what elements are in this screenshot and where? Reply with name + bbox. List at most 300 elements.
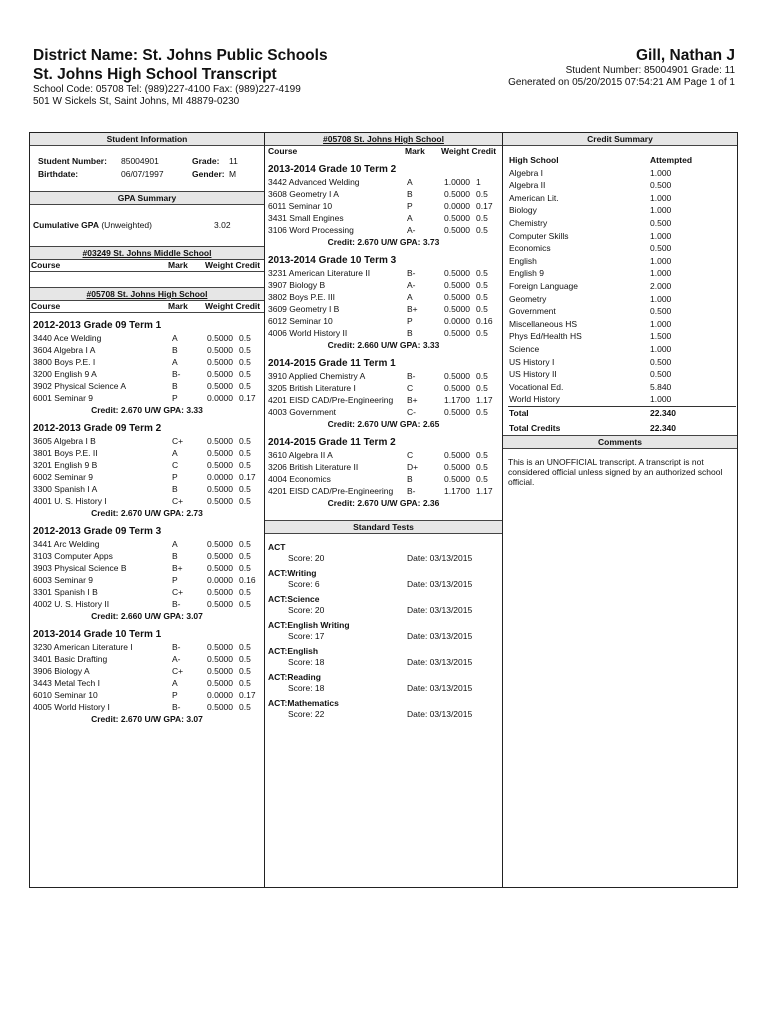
course-credit: 0.5 xyxy=(239,702,251,712)
course-weight: 0.5000 xyxy=(207,357,233,367)
course-mark: C- xyxy=(407,407,416,417)
credit-attempted: 0.500 xyxy=(650,369,672,380)
course-row xyxy=(30,435,264,447)
course-mark: B- xyxy=(172,369,181,379)
course-weight: 0.5000 xyxy=(207,654,233,664)
course-row xyxy=(30,562,264,574)
gpa-label: Cumulative GPA xyxy=(33,220,99,230)
course-name: 3231 American Literature II xyxy=(268,268,371,278)
birthdate-value: 06/07/1997 xyxy=(121,169,164,179)
credit-subject: Phys Ed/Health HS xyxy=(509,331,582,342)
credit-attempted: 1.000 xyxy=(650,394,672,405)
course-weight: 0.5000 xyxy=(444,225,470,235)
course-mark: D+ xyxy=(407,462,419,472)
course-credit: 0.5 xyxy=(239,448,251,458)
credit-attempted: 1.000 xyxy=(650,230,672,241)
course-mark: B- xyxy=(172,702,181,712)
total-value: 22.340 xyxy=(650,407,676,418)
course-name: 3604 Algebra I A xyxy=(33,345,96,355)
course-weight: 0.5000 xyxy=(207,345,233,355)
course-weight: 0.5000 xyxy=(444,462,470,472)
course-credit: 0.5 xyxy=(239,539,251,549)
course-mark: B- xyxy=(172,599,181,609)
course-row xyxy=(30,495,264,507)
course-mark: A xyxy=(407,213,413,223)
course-name: 6002 Seminar 9 xyxy=(33,472,94,482)
course-weight: 0.5000 xyxy=(207,702,233,712)
course-name: 4005 World History I xyxy=(33,702,110,712)
course-row xyxy=(265,461,502,473)
credit-subject: Biology xyxy=(509,205,537,216)
high-school-col-headers xyxy=(265,146,502,157)
credit-subject: Science xyxy=(509,343,540,354)
course-mark: A xyxy=(407,292,413,302)
col-weight-credit: Weight Credit xyxy=(205,301,261,311)
district-name: District Name: St. Johns Public Schools xyxy=(33,47,328,64)
course-weight: 0.5000 xyxy=(207,599,233,609)
transcript-title: St. Johns High School Transcript xyxy=(33,66,277,83)
school-address: 501 W Sickels St, Saint Johns, MI 48879-0230 xyxy=(33,96,240,107)
col-weight-credit: Weight Credit xyxy=(205,260,261,270)
term-title: 2014-2015 Grade 11 Term 1 xyxy=(268,358,396,369)
course-credit: 0.5 xyxy=(239,381,251,391)
col-mark: Mark xyxy=(168,260,188,270)
course-weight: 0.5000 xyxy=(207,448,233,458)
credit-row xyxy=(503,393,737,406)
course-weight: 0.5000 xyxy=(207,539,233,549)
course-credit: 0.5 xyxy=(239,369,251,379)
test-name: ACT xyxy=(268,542,286,552)
course-row xyxy=(30,677,264,689)
course-row xyxy=(265,327,502,339)
credit-row xyxy=(503,330,737,343)
credit-total-credits-row xyxy=(503,422,737,435)
test-name: ACT:Science xyxy=(268,594,320,604)
course-row xyxy=(30,598,264,610)
term-title: 2012-2013 Grade 09 Term 2 xyxy=(33,423,162,434)
course-mark: B- xyxy=(407,371,416,381)
course-row xyxy=(265,212,502,224)
course-mark: A xyxy=(172,333,178,343)
credit-attempted: 1.000 xyxy=(650,318,672,329)
credit-row xyxy=(503,293,737,306)
high-school-col-headers xyxy=(30,301,264,313)
course-credit: 0.16 xyxy=(476,316,493,326)
course-mark: P xyxy=(172,575,178,585)
course-mark: B xyxy=(172,484,178,494)
gender-label: Gender: xyxy=(192,169,225,179)
course-name: 3802 Boys P.E. III xyxy=(268,292,335,302)
course-row xyxy=(265,291,502,303)
standard-tests-heading: Standard Tests xyxy=(265,520,502,534)
birthdate-row xyxy=(30,168,264,181)
course-row xyxy=(265,449,502,461)
test-result xyxy=(265,605,502,616)
course-mark: C+ xyxy=(172,436,184,446)
course-credit: 0.5 xyxy=(476,383,488,393)
credit-attempted: 1.000 xyxy=(650,192,672,203)
course-row xyxy=(265,188,502,200)
course-row xyxy=(265,200,502,212)
test-name: ACT:Mathematics xyxy=(268,698,339,708)
high-school-heading: #05708 St. Johns High School xyxy=(265,133,502,146)
credit-attempted: 0.500 xyxy=(650,243,672,254)
credit-row xyxy=(503,230,737,243)
course-mark: A xyxy=(172,357,178,367)
credit-row xyxy=(503,179,737,192)
credit-row xyxy=(503,255,737,268)
course-row xyxy=(265,315,502,327)
col-course: Course xyxy=(31,301,61,311)
course-mark: C+ xyxy=(172,666,184,676)
course-credit: 1.17 xyxy=(476,486,493,496)
course-weight: 0.5000 xyxy=(207,678,233,688)
course-row xyxy=(30,392,264,404)
course-row xyxy=(30,344,264,356)
course-row xyxy=(265,303,502,315)
course-name: 3440 Ace Welding xyxy=(33,333,102,343)
credit-subject: Algebra II xyxy=(509,180,546,191)
test-score: Score: 20 xyxy=(288,605,325,615)
credit-subject: Foreign Language xyxy=(509,280,579,291)
course-credit: 0.16 xyxy=(239,575,256,585)
course-credit: 0.5 xyxy=(476,462,488,472)
credit-subject: Economics xyxy=(509,243,551,254)
course-mark: B xyxy=(407,189,413,199)
course-row xyxy=(30,447,264,459)
course-row xyxy=(265,176,502,188)
credit-row xyxy=(503,381,737,394)
course-credit: 0.5 xyxy=(476,268,488,278)
gpa-value: 3.02 xyxy=(214,220,231,230)
left-column xyxy=(30,133,265,887)
credit-attempted: 1.000 xyxy=(650,205,672,216)
course-mark: A xyxy=(407,177,413,187)
course-name: 3608 Geometry I A xyxy=(268,189,339,199)
comments-heading: Comments xyxy=(503,435,737,449)
course-name: 4003 Government xyxy=(268,407,337,417)
term-summary: Credit: 2.660 U/W GPA: 3.33 xyxy=(327,340,440,350)
course-name: 3910 Applied Chemistry A xyxy=(268,371,366,381)
course-weight: 0.5000 xyxy=(444,371,470,381)
credit-row xyxy=(503,318,737,331)
course-mark: A xyxy=(172,448,178,458)
credit-row xyxy=(503,280,737,293)
course-weight: 0.0000 xyxy=(444,316,470,326)
total-credits-label: Total Credits xyxy=(509,423,561,434)
course-row xyxy=(265,406,502,418)
course-mark: A xyxy=(172,678,178,688)
credit-total-row xyxy=(508,406,736,420)
course-mark: B xyxy=(172,551,178,561)
course-mark: C+ xyxy=(172,496,184,506)
course-name: 3609 Geometry I B xyxy=(268,304,340,314)
course-weight: 0.0000 xyxy=(207,575,233,585)
term-title: 2013-2014 Grade 10 Term 3 xyxy=(268,255,397,266)
course-credit: 0.17 xyxy=(239,690,256,700)
credit-subject: Algebra I xyxy=(509,167,544,178)
course-credit: 0.17 xyxy=(239,393,256,403)
middle-school-heading: #03249 St. Johns Middle School xyxy=(30,246,264,260)
test-entry xyxy=(265,620,502,642)
course-mark: P xyxy=(172,472,178,482)
course-credit: 0.5 xyxy=(476,292,488,302)
term-summary: Credit: 2.660 U/W GPA: 3.07 xyxy=(91,611,203,621)
test-date: Date: 03/13/2015 xyxy=(407,657,473,667)
school-contact: School Code: 05708 Tel: (989)227-4100 Fax: (989)227-4199 xyxy=(33,84,301,95)
course-name: 4001 U. S. History I xyxy=(33,496,107,506)
course-name: 3206 British Literature II xyxy=(268,462,359,472)
course-name: 6012 Seminar 10 xyxy=(268,316,333,326)
term-title: 2013-2014 Grade 10 Term 1 xyxy=(33,629,162,640)
credit-row xyxy=(503,343,737,356)
course-credit: 0.5 xyxy=(239,551,251,561)
course-row xyxy=(265,485,502,497)
course-mark: C+ xyxy=(172,587,184,597)
credit-row xyxy=(503,242,737,255)
middle-school-col-headers xyxy=(30,260,264,272)
course-weight: 0.5000 xyxy=(444,292,470,302)
gender-value: M xyxy=(229,169,237,179)
course-weight: 1.1700 xyxy=(444,486,470,496)
course-name: 3401 Basic Drafting xyxy=(33,654,108,664)
course-name: 3442 Advanced Welding xyxy=(268,177,360,187)
term-summary: Credit: 2.670 U/W GPA: 2.36 xyxy=(327,498,440,508)
student-number-value: 85004901 xyxy=(121,156,159,166)
test-date: Date: 03/13/2015 xyxy=(407,709,473,719)
course-credit: 0.5 xyxy=(239,654,251,664)
test-entry xyxy=(265,698,502,720)
course-row xyxy=(265,279,502,291)
credit-subject: US History II xyxy=(509,369,557,380)
credit-attempted: 0.500 xyxy=(650,356,672,367)
course-mark: P xyxy=(172,393,178,403)
course-weight: 0.5000 xyxy=(207,381,233,391)
course-credit: 0.5 xyxy=(476,407,488,417)
course-credit: 0.5 xyxy=(239,666,251,676)
course-weight: 0.5000 xyxy=(207,666,233,676)
course-mark: P xyxy=(172,690,178,700)
course-credit: 0.5 xyxy=(476,225,488,235)
total-label: Total xyxy=(509,407,529,418)
credit-subject: Geometry xyxy=(509,293,547,304)
course-name: 3201 English 9 B xyxy=(33,460,98,470)
term-summary: Credit: 2.670 U/W GPA: 3.07 xyxy=(91,714,203,724)
course-weight: 0.5000 xyxy=(444,213,470,223)
course-row xyxy=(30,380,264,392)
course-credit: 0.5 xyxy=(239,642,251,652)
test-result xyxy=(265,631,502,642)
course-name: 3301 Spanish I B xyxy=(33,587,98,597)
student-info-heading: Student Information xyxy=(30,133,264,146)
course-mark: B+ xyxy=(172,563,183,573)
course-mark: B+ xyxy=(407,395,418,405)
course-credit: 0.5 xyxy=(239,563,251,573)
term-summary: Credit: 2.670 U/W GPA: 3.33 xyxy=(91,405,203,415)
credit-subject: World History xyxy=(509,394,560,405)
test-name: ACT:English Writing xyxy=(268,620,350,630)
test-score: Score: 17 xyxy=(288,631,325,641)
course-weight: 0.5000 xyxy=(444,280,470,290)
course-name: 3103 Computer Apps xyxy=(33,551,113,561)
course-weight: 0.5000 xyxy=(444,328,470,338)
test-date: Date: 03/13/2015 xyxy=(407,631,473,641)
course-weight: 0.5000 xyxy=(444,304,470,314)
course-mark: B xyxy=(407,328,413,338)
course-row xyxy=(265,394,502,406)
course-credit: 0.5 xyxy=(476,280,488,290)
term-title: 2014-2015 Grade 11 Term 2 xyxy=(268,437,396,448)
course-name: 4201 EISD CAD/Pre-Engineering xyxy=(268,486,394,496)
student-header xyxy=(508,46,735,89)
col-course: Course xyxy=(31,260,61,270)
course-mark: B- xyxy=(407,486,416,496)
course-weight: 1.0000 xyxy=(444,177,470,187)
credit-attempted: 5.840 xyxy=(650,381,672,392)
course-name: 6001 Seminar 9 xyxy=(33,393,94,403)
course-name: 4004 Economics xyxy=(268,474,331,484)
test-score: Score: 20 xyxy=(288,553,325,563)
course-name: 3230 American Literature I xyxy=(33,642,133,652)
course-name: 3300 Spanish I A xyxy=(33,484,98,494)
course-row xyxy=(30,483,264,495)
course-weight: 0.0000 xyxy=(444,201,470,211)
gpa-heading: GPA Summary xyxy=(30,191,264,205)
course-weight: 0.5000 xyxy=(207,484,233,494)
course-row xyxy=(265,473,502,485)
credit-row xyxy=(503,167,737,180)
course-credit: 0.5 xyxy=(239,484,251,494)
course-credit: 0.5 xyxy=(239,587,251,597)
course-weight: 0.5000 xyxy=(444,383,470,393)
course-row xyxy=(30,459,264,471)
credit-summary-heading: Credit Summary xyxy=(503,133,737,146)
test-entry xyxy=(265,542,502,564)
credit-subject: Vocational Ed. xyxy=(509,381,564,392)
course-name: 3903 Physical Science B xyxy=(33,563,127,573)
test-score: Score: 18 xyxy=(288,683,325,693)
student-number-label: Student Number: xyxy=(38,156,107,166)
credit-attempted: 0.500 xyxy=(650,180,672,191)
course-row xyxy=(30,368,264,380)
credit-subject: Government xyxy=(509,306,556,317)
course-credit: 0.5 xyxy=(239,345,251,355)
term-list xyxy=(30,319,264,725)
course-row xyxy=(265,370,502,382)
course-weight: 0.5000 xyxy=(444,450,470,460)
course-row xyxy=(30,550,264,562)
course-credit: 0.5 xyxy=(476,371,488,381)
credit-row xyxy=(503,267,737,280)
test-list xyxy=(265,542,502,720)
right-column xyxy=(503,133,737,887)
credit-attempted: 1.500 xyxy=(650,331,672,342)
course-mark: B xyxy=(407,474,413,484)
transcript-frame xyxy=(29,132,738,888)
course-credit: 1 xyxy=(476,177,481,187)
course-weight: 0.5000 xyxy=(207,460,233,470)
course-name: 3205 British Literature I xyxy=(268,383,356,393)
test-date: Date: 03/13/2015 xyxy=(407,605,473,615)
course-credit: 0.5 xyxy=(239,357,251,367)
course-credit: 0.5 xyxy=(239,333,251,343)
test-date: Date: 03/13/2015 xyxy=(407,553,473,563)
credit-summary-rows xyxy=(503,167,737,406)
col-mark: Mark xyxy=(405,146,425,156)
credit-attempted: 2.000 xyxy=(650,280,672,291)
credit-subject: English xyxy=(509,255,537,266)
test-result xyxy=(265,657,502,668)
course-row xyxy=(265,382,502,394)
credit-subject: English 9 xyxy=(509,268,544,279)
course-credit: 0.5 xyxy=(476,474,488,484)
course-credit: 0.5 xyxy=(239,460,251,470)
student-number-row xyxy=(30,155,264,168)
course-mark: P xyxy=(407,201,413,211)
col-weight-credit: Weight Credit xyxy=(441,146,497,156)
course-row xyxy=(265,224,502,236)
test-entry xyxy=(265,646,502,668)
birthdate-label: Birthdate: xyxy=(38,169,79,179)
term-summary: Credit: 2.670 U/W GPA: 2.65 xyxy=(327,419,440,429)
course-weight: 0.5000 xyxy=(207,551,233,561)
course-name: 3106 Word Processing xyxy=(268,225,354,235)
course-mark: A- xyxy=(172,654,181,664)
course-row xyxy=(30,538,264,550)
credit-row xyxy=(503,356,737,369)
course-credit: 0.5 xyxy=(239,436,251,446)
course-row xyxy=(30,653,264,665)
gpa-qualifier: (Unweighted) xyxy=(101,220,152,230)
course-mark: A- xyxy=(407,280,416,290)
course-name: 4006 World History II xyxy=(268,328,348,338)
term-list xyxy=(265,163,502,509)
course-credit: 0.5 xyxy=(476,450,488,460)
term-title: 2013-2014 Grade 10 Term 2 xyxy=(268,164,397,175)
credit-attempted: 1.000 xyxy=(650,343,672,354)
school-header xyxy=(33,46,328,108)
course-row xyxy=(30,332,264,344)
course-mark: C xyxy=(172,460,179,470)
course-weight: 0.5000 xyxy=(207,587,233,597)
course-name: 3200 English 9 A xyxy=(33,369,97,379)
course-credit: 0.5 xyxy=(239,678,251,688)
grade-value: 11 xyxy=(229,156,238,166)
test-name: ACT:Writing xyxy=(268,568,317,578)
test-entry xyxy=(265,594,502,616)
total-credits-value: 22.340 xyxy=(650,423,676,434)
middle-column xyxy=(265,133,503,887)
credit-attempted: 1.000 xyxy=(650,255,672,266)
course-name: 6011 Seminar 10 xyxy=(268,201,333,211)
test-date: Date: 03/13/2015 xyxy=(407,579,473,589)
credit-subject: US History I xyxy=(509,356,555,367)
term-title: 2012-2013 Grade 09 Term 3 xyxy=(33,526,162,537)
term-title: 2012-2013 Grade 09 Term 1 xyxy=(33,320,162,331)
course-row xyxy=(30,665,264,677)
student-number-grade: Student Number: 85004901 Grade: 11 xyxy=(565,65,735,76)
course-credit: 0.5 xyxy=(476,213,488,223)
grade-label: Grade: xyxy=(192,156,220,166)
course-mark: A- xyxy=(407,225,416,235)
course-credit: 0.17 xyxy=(239,472,256,482)
credit-attempted: 0.500 xyxy=(650,306,672,317)
credit-row xyxy=(503,204,737,217)
test-name: ACT:Reading xyxy=(268,672,321,682)
test-score: Score: 22 xyxy=(288,709,325,719)
course-credit: 0.5 xyxy=(476,304,488,314)
credit-row xyxy=(503,305,737,318)
